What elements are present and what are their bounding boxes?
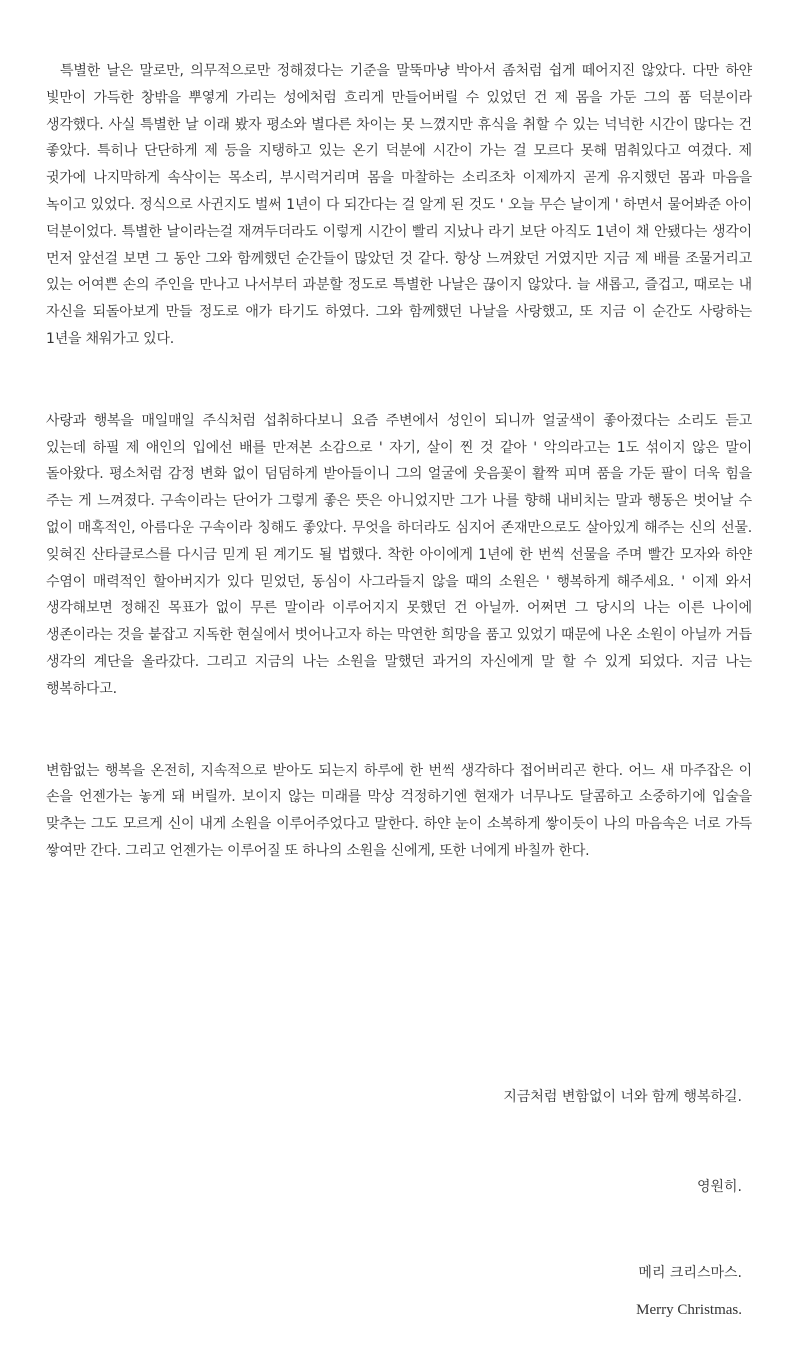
paragraph-2: 사랑과 행복을 매일매일 주식처럼 섭취하다보니 요즘 주변에서 성인이 되니까 얼굴색이 좋아졌다는 소리도 듣고 있는데 하필 제 애인의 입에선 배를 만져본 소감으로 ' 자기, 살이 찐 것 같아 ' 악의라고는 1도 섞이지 않은 말이 돌아왔다. 평소처럼 감정 변화 없이 덤덤하게 받아들이니 그의 얼굴에 웃음꽃이 활짝 피며 품을 가둔 팔이 더욱 힘을 주는 게 느껴졌다. 구속이라는 단어가 그렇게 좋은 뜻은 아니었지만 그가 나를 향해 내비치는 말과 행동은 벗어날 수 없이 매혹적인, 아름다운 구속이라 칭해도 좋았다. 무엇을 하더라도 심지어 존재만으로도 살아있게 해주는 신의 선물. 잊혀진 산타클로스를 다시금 믿게 된 계기도 될 법했다. 착한 아이에게 1년에 한 번씩 선물을 주며 빨간 모자와 하얀 수염이 매력적인 할아버지가 있다 믿었던, 동심이 사그라들지 않을 때의 소원은 ' 행복하게 해주세요. ' 이제 와서 생각해보면 정해진 목표가 없이 무른 말이라 이루어지지 못했던 건 아닐까. 어쩌면 그 당시의 나는 이른 나이에 생존이라는 것을 붙잡고 지독한 현실에서 벗어나고자 하는 막연한 희망을 품고 있었기 때문에 나온 소원이 아닐까 거듭 생각의 계단을 올라갔다. 그리고 지금의 나는 소원을 말했던 과거의 자신에게 말 할 수 있게 되었다. 지금 나는 행복하다고. <box>46 412 752 697</box>
paragraph-1: 특별한 날은 말로만, 의무적으로만 정해졌다는 기준을 말뚝마냥 박아서 좀처럼 쉽게 떼어지진 않았다. 다만 하얀 빛만이 가득한 창밖을 뿌옇게 가리는 성에처럼 흐리게 만들어버릴 수 있었던 건 제 몸을 가둔 그의 품 덕분이라 생각했다. 사실 특별한 날 이래 봤자 평소와 별다른 차이는 못 느꼈지만 휴식을 취할 수 있는 넉넉한 시간이 많다는 건 좋았다. 특히나 단단하게 제 등을 지탱하고 있는 온기 덕분에 시간이 가는 걸 모르다 못해 멈춰있다고 여겼다. 제 귓가에 나지막하게 속삭이는 목소리, 부시럭거리며 몸을 마찰하는 소리조차 이제까지 곧게 유지했던 몸과 마음을 녹이고 있었다. 정식으로 사귄지도 벌써 1년이 다 되간다는 걸 알게 된 것도 ' 오늘 무슨 날이게 ' 하면서 물어봐준 아이 덕분이었다. 특별한 날이라는걸 재껴두더라도 이렇게 시간이 빨리 지났나 라기 보단 아직도 1년이 채 안됐다는 생각이 먼저 앞선걸 보면 그 동안 그와 함께했던 순간들이 많았던 것 같다. 항상 느껴왔던 거였지만 지금 제 배를 조물거리고 있는 어여쁜 손의 주인을 만나고 나서부터 과분할 정도로 특별한 나날은 끊이지 않았다. 늘 새롭고, 즐겁고, 때로는 내 자신을 되돌아보게 만들 정도로 애가 타기도 하였다. 그와 함께했던 나날을 사랑했고, 또 지금 이 순간도 사랑하는 1년을 채워가고 있다. <box>46 63 752 347</box>
closing-wish: 지금처럼 변함없이 너와 함께 행복하길. <box>503 1089 742 1105</box>
signature: 영원히. <box>696 1179 742 1195</box>
letter-body <box>46 58 752 865</box>
merry-christmas-korean: 메리 크리스마스. <box>638 1265 742 1281</box>
paragraph-3: 변함없는 행복을 온전히, 지속적으로 받아도 되는지 하루에 한 번씩 생각하다 접어버리곤 한다. 어느 새 마주잡은 이 손을 언젠가는 놓게 돼 버릴까. 보이지 않는 미래를 막상 걱정하기엔 현재가 너무나도 달콤하고 소중하기에 입술을 맞추는 그도 모르게 신이 내게 소원을 이루어주었다고 말한다. 하얀 눈이 소복하게 쌓이듯이 나의 마음속은 너로 가득 쌓여만 간다. 그리고 언젠가는 이루어질 또 하나의 소원을 신에게, 또한 너에게 바칠까 한다. <box>46 762 752 859</box>
merry-christmas-english: Merry Christmas. <box>636 1302 742 1318</box>
